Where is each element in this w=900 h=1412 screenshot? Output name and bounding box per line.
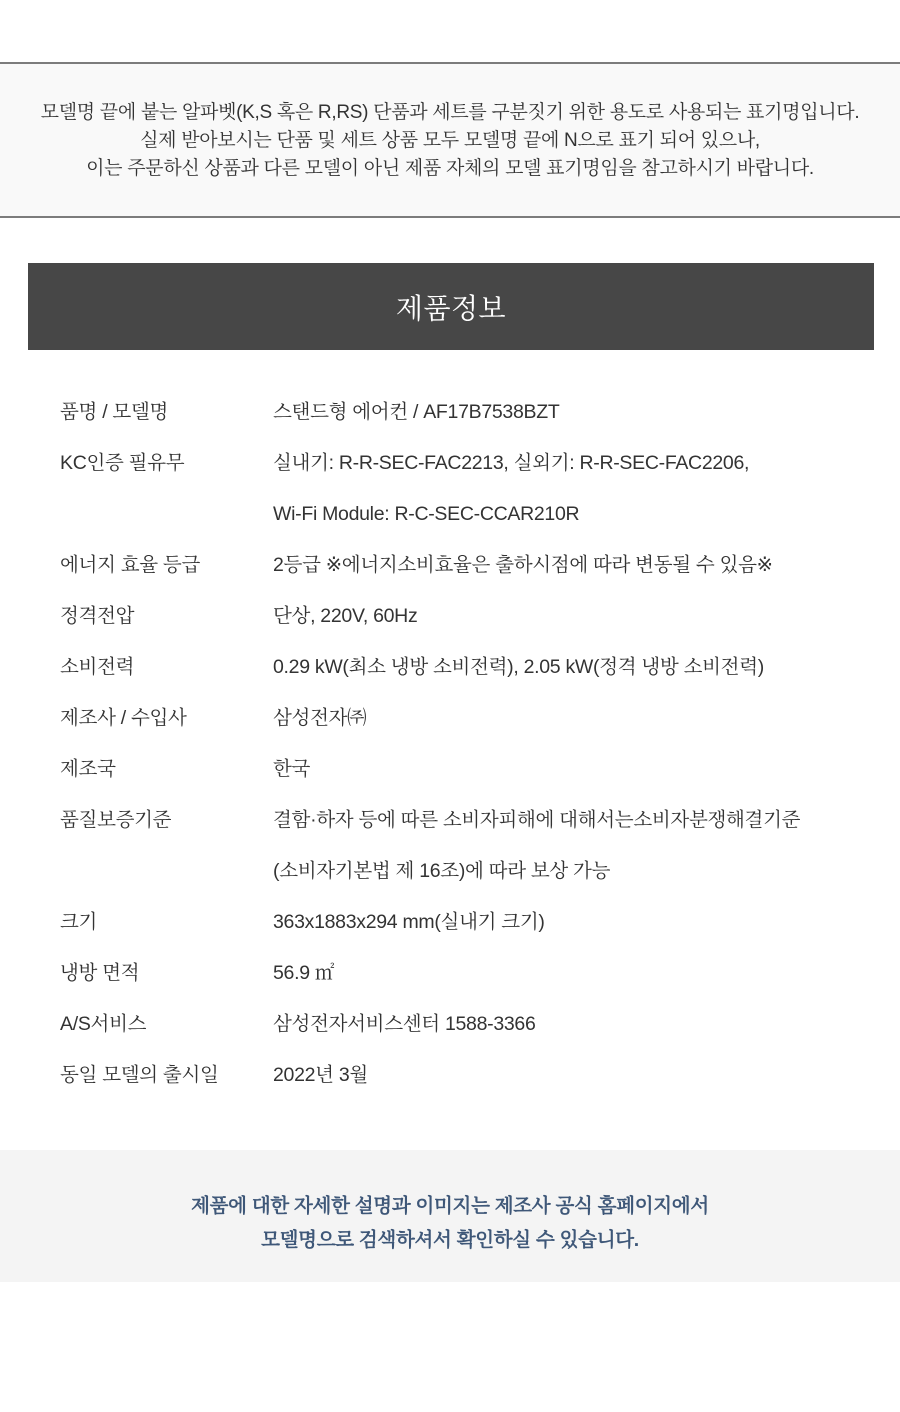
spec-label: 에너지 효율 등급	[60, 554, 200, 576]
spec-row	[60, 897, 850, 948]
spec-label: 소비전력	[60, 656, 135, 678]
spec-label: 품질보증기준	[60, 809, 172, 831]
spec-label: 품명 / 모델명	[60, 401, 169, 423]
spec-row	[60, 591, 850, 642]
spec-label: 냉방 면적	[60, 962, 140, 984]
spec-value	[273, 387, 850, 438]
spec-value	[273, 1050, 850, 1101]
spec-value-line: Wi-Fi Module: R-C-SEC-CCAR210R	[273, 503, 580, 525]
spec-value-line: 실내기: R-R-SEC-FAC2213, 실외기: R-R-SEC-FAC2206,	[273, 452, 750, 474]
spec-value-line: 한국	[273, 758, 311, 780]
spec-value	[273, 438, 850, 540]
spec-value-line: 0.29 kW(최소 냉방 소비전력), 2.05 kW(정격 냉방 소비전력)	[273, 656, 764, 678]
spec-row	[60, 387, 850, 438]
spec-label: 크기	[60, 911, 98, 933]
spec-value-line: 2022년 3월	[273, 1064, 368, 1086]
model-name-notice-line-1: 모델명 끝에 붙는 알파벳(K,S 혹은 R,RS) 단품과 세트를 구분짓기 위한 용도로 사용되는 표기명입니다.	[40, 102, 860, 123]
spec-row	[60, 540, 850, 591]
spec-value	[273, 999, 850, 1050]
spec-label: KC인증 필유무	[60, 452, 185, 474]
spec-value-line: 스탠드형 에어컨 / AF17B7538BZT	[273, 401, 560, 423]
spec-value	[273, 591, 850, 642]
spec-value-line: 56.9 ㎡	[273, 962, 335, 984]
spec-label: 정격전압	[60, 605, 135, 627]
model-name-notice	[0, 62, 900, 218]
manufacturer-homepage-notice	[0, 1150, 900, 1282]
spec-label: A/S서비스	[60, 1013, 147, 1035]
spec-value-line: 삼성전자서비스센터 1588-3366	[273, 1013, 536, 1035]
homepage-notice-line-1: 제품에 대한 자세한 설명과 이미지는 제조사 공식 홈페이지에서	[191, 1195, 709, 1217]
spec-value-line: 363x1883x294 mm(실내기 크기)	[273, 911, 545, 933]
spec-value-line: 결함·하자 등에 따른 소비자피해에 대해서는소비자분쟁해결기준	[273, 809, 801, 831]
spec-value-line: 삼성전자㈜	[273, 707, 367, 729]
spec-value	[273, 540, 850, 591]
spec-value-line: 2등급 ※에너지소비효율은 출하시점에 따라 변동될 수 있음※	[273, 554, 773, 576]
spec-value	[273, 744, 850, 795]
spec-value	[273, 948, 850, 999]
spec-value	[273, 795, 850, 897]
spec-value-line: (소비자기본법 제 16조)에 따라 보상 가능	[273, 860, 611, 882]
spec-value	[273, 897, 850, 948]
spec-label: 제조국	[60, 758, 116, 780]
section-title: 제품정보	[395, 292, 507, 324]
spec-value	[273, 693, 850, 744]
spec-row	[60, 744, 850, 795]
spec-row	[60, 948, 850, 999]
homepage-notice-line-2: 모델명으로 검색하셔서 확인하실 수 있습니다.	[261, 1229, 639, 1251]
model-name-notice-line-3: 이는 주문하신 상품과 다른 모델이 아닌 제품 자체의 모델 표기명임을 참고하시기 바랍니다.	[86, 158, 814, 179]
spec-label: 동일 모델의 출시일	[60, 1064, 219, 1086]
product-info-page	[0, 62, 900, 1412]
spec-row	[60, 795, 850, 897]
spec-row	[60, 693, 850, 744]
spec-row	[60, 438, 850, 540]
model-name-notice-line-2: 실제 받아보시는 단품 및 세트 상품 모두 모델명 끝에 N으로 표기 되어 있으나,	[140, 130, 760, 151]
product-info-header	[28, 263, 874, 350]
spec-row	[60, 642, 850, 693]
spec-row	[60, 999, 850, 1050]
spec-table	[60, 387, 850, 1101]
spec-value	[273, 642, 850, 693]
spec-label: 제조사 / 수입사	[60, 707, 187, 729]
spec-row	[60, 1050, 850, 1101]
spec-value-line: 단상, 220V, 60Hz	[273, 605, 418, 627]
